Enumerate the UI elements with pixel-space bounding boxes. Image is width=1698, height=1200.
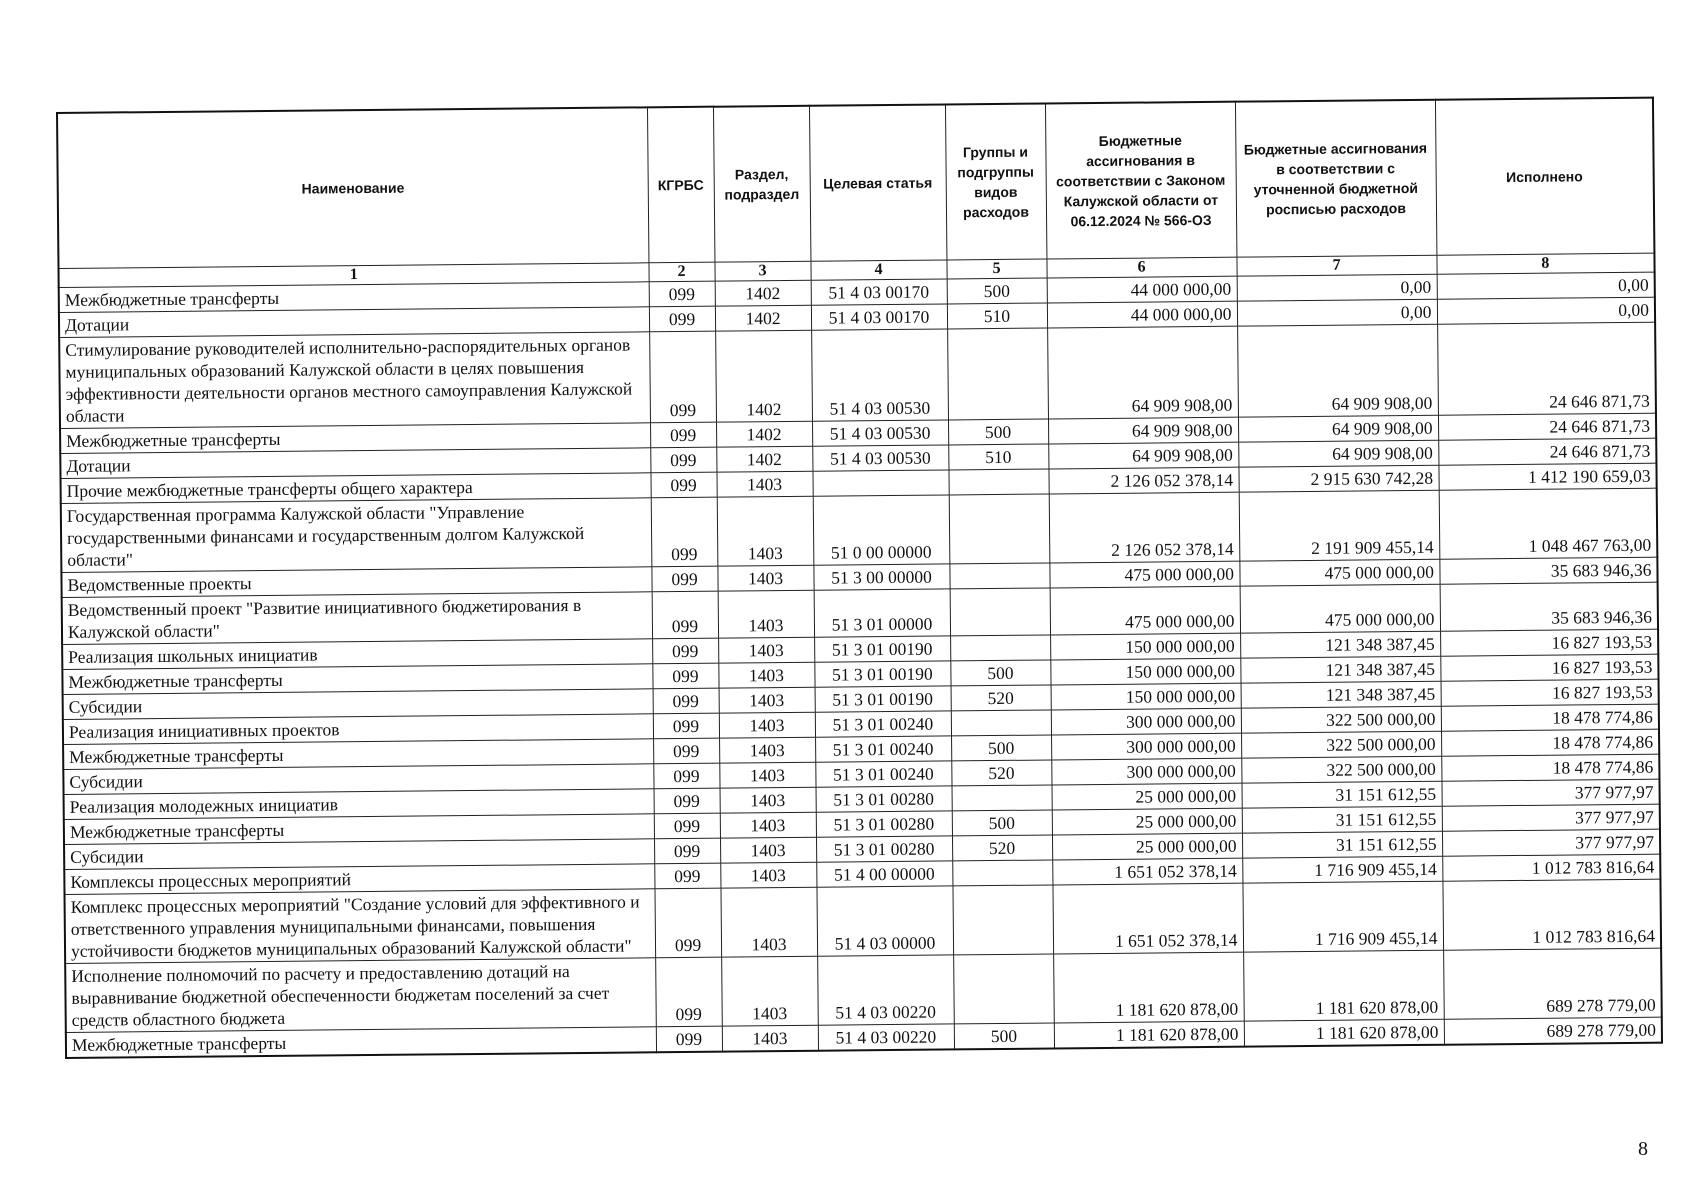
cell-razdel: 1402	[715, 280, 811, 306]
cell-kgrbs: 099	[654, 888, 721, 958]
cell-razdel: 1403	[722, 1025, 818, 1051]
cell-law-amount: 475 000 000,00	[1050, 586, 1240, 635]
cell-ispolneno-amount: 689 278 779,00	[1443, 948, 1662, 1019]
cell-name: Исполнение полномочий по расчету и предоставлению дотаций на выравнивание бюджетной обеспеченности бюджетам поселений за счет средств областного бюджета	[65, 958, 656, 1033]
cell-name: Межбюджетные трансферты	[63, 739, 653, 770]
cell-razdel: 1403	[718, 590, 814, 638]
cell-utochn-amount: 31 151 612,55	[1242, 831, 1442, 858]
cell-vid-rashodov	[953, 954, 1054, 1024]
cell-vid-rashodov	[950, 635, 1050, 661]
column-number: 6	[1046, 257, 1236, 278]
header-razdel: Раздел, подраздел	[713, 106, 810, 262]
cell-law-amount: 64 909 908,00	[1047, 326, 1238, 419]
cell-ispolneno-amount: 0,00	[1437, 297, 1655, 324]
cell-razdel: 1403	[719, 687, 815, 713]
cell-kgrbs: 099	[650, 422, 716, 448]
cell-celevaya: 51 3 01 00280	[816, 836, 952, 862]
cell-kgrbs: 099	[653, 713, 719, 739]
cell-ispolneno-amount: 0,00	[1437, 272, 1655, 299]
cell-razdel: 1403	[719, 737, 815, 763]
cell-utochn-amount: 31 151 612,55	[1241, 781, 1441, 808]
cell-utochn-amount: 2 191 909 455,14	[1239, 490, 1440, 561]
cell-celevaya: 51 4 03 00220	[817, 955, 954, 1025]
budget-table	[56, 97, 1663, 1059]
cell-razdel: 1403	[721, 956, 818, 1026]
cell-celevaya: 51 4 03 00000	[816, 886, 953, 956]
cell-ispolneno-amount: 16 827 193,53	[1440, 629, 1658, 656]
column-number: 4	[810, 260, 946, 280]
cell-vid-rashodov: 520	[951, 685, 1051, 711]
header-utochn: Бюджетные ассигнования в соответствии с уточненной бюджетной росписью расходов	[1235, 100, 1436, 257]
cell-law-amount: 2 126 052 378,14	[1048, 467, 1238, 494]
cell-law-amount: 150 000 000,00	[1050, 658, 1240, 685]
cell-vid-rashodov	[950, 588, 1050, 636]
cell-celevaya: 51 3 01 00000	[814, 589, 950, 637]
cell-utochn-amount: 322 500 000,00	[1241, 706, 1441, 733]
cell-law-amount: 150 000 000,00	[1051, 683, 1241, 710]
cell-utochn-amount: 0,00	[1237, 274, 1437, 301]
cell-kgrbs: 099	[656, 1026, 722, 1052]
cell-law-amount: 25 000 000,00	[1052, 808, 1242, 835]
cell-vid-rashodov	[948, 469, 1048, 495]
cell-law-amount: 44 000 000,00	[1047, 301, 1237, 328]
cell-celevaya: 51 3 01 00190	[814, 636, 950, 662]
cell-utochn-amount: 121 348 387,45	[1240, 631, 1440, 658]
cell-razdel: 1403	[720, 787, 816, 813]
cell-name: Комплексы процессных мероприятий	[64, 864, 654, 895]
cell-name: Прочие межбюджетные трансферты общего характера	[61, 473, 651, 504]
cell-ispolneno-amount: 16 827 193,53	[1440, 654, 1658, 681]
cell-vid-rashodov: 510	[947, 303, 1047, 329]
cell-vid-rashodov: 500	[952, 810, 1052, 836]
cell-razdel: 1403	[720, 862, 816, 888]
cell-razdel: 1403	[716, 471, 812, 497]
cell-name: Дотации	[60, 448, 650, 479]
cell-law-amount: 2 126 052 378,14	[1049, 492, 1240, 563]
cell-kgrbs: 099	[651, 497, 718, 567]
cell-celevaya: 51 4 03 00530	[811, 329, 948, 421]
cell-kgrbs: 099	[651, 566, 717, 592]
cell-name: Реализация школьных инициатив	[62, 639, 652, 670]
cell-celevaya: 51 4 03 00170	[811, 279, 947, 305]
cell-celevaya: 51 3 01 00240	[815, 736, 951, 762]
cell-utochn-amount: 31 151 612,55	[1242, 806, 1442, 833]
header-row	[57, 98, 1654, 269]
cell-kgrbs: 099	[650, 447, 716, 473]
cell-law-amount: 64 909 908,00	[1048, 442, 1238, 469]
cell-name: Ведомственные проекты	[61, 567, 651, 598]
cell-utochn-amount: 121 348 387,45	[1240, 656, 1440, 683]
cell-razdel: 1402	[715, 305, 811, 331]
cell-utochn-amount: 475 000 000,00	[1239, 559, 1439, 586]
cell-kgrbs: 099	[653, 738, 719, 764]
cell-celevaya: 51 4 03 00530	[812, 445, 948, 471]
cell-kgrbs: 099	[654, 838, 720, 864]
cell-ispolneno-amount: 689 278 779,00	[1444, 1017, 1662, 1045]
cell-name: Субсидии	[63, 689, 653, 720]
cell-vid-rashodov	[949, 563, 1049, 589]
cell-name: Межбюджетные трансферты	[60, 423, 650, 454]
cell-law-amount: 25 000 000,00	[1052, 833, 1242, 860]
cell-utochn-amount: 64 909 908,00	[1238, 440, 1438, 467]
cell-ispolneno-amount: 16 827 193,53	[1441, 679, 1659, 706]
column-number: 7	[1236, 255, 1436, 276]
page-number: 8	[1638, 1138, 1648, 1160]
cell-razdel: 1403	[719, 712, 815, 738]
cell-vid-rashodov	[949, 494, 1050, 564]
cell-razdel: 1402	[716, 446, 812, 472]
cell-celevaya: 51 0 00 00000	[813, 495, 950, 565]
table-row	[59, 322, 1656, 428]
cell-law-amount: 300 000 000,00	[1051, 733, 1241, 760]
cell-name: Субсидии	[64, 839, 654, 870]
cell-vid-rashodov: 500	[947, 278, 1047, 304]
cell-razdel: 1403	[719, 762, 815, 788]
cell-vid-rashodov: 520	[951, 760, 1051, 786]
cell-utochn-amount: 1 181 620 878,00	[1243, 950, 1444, 1021]
cell-name: Реализация молодежных инициатив	[64, 789, 654, 820]
cell-ispolneno-amount: 24 646 871,73	[1437, 322, 1656, 415]
header-celevaya: Целевая статья	[809, 104, 946, 261]
cell-name: Государственная программа Калужской области "Управление государственными финансами и государственным долгом Калужской области"	[61, 498, 652, 573]
cell-razdel: 1403	[720, 812, 816, 838]
cell-kgrbs: 099	[652, 663, 718, 689]
column-number: 8	[1436, 253, 1654, 274]
cell-ispolneno-amount: 18 478 774,86	[1441, 704, 1659, 731]
cell-kgrbs: 099	[649, 331, 716, 423]
cell-kgrbs: 099	[654, 863, 720, 889]
cell-law-amount: 1 651 052 378,14	[1052, 883, 1243, 954]
cell-vid-rashodov: 500	[954, 1023, 1054, 1049]
column-number: 5	[946, 259, 1046, 279]
cell-law-amount: 150 000 000,00	[1050, 633, 1240, 660]
cell-utochn-amount: 1 181 620 878,00	[1244, 1019, 1444, 1046]
header-kgrbs: КГРБС	[647, 107, 714, 263]
cell-name: Реализация инициативных проектов	[63, 714, 653, 745]
header-law: Бюджетные ассигнования в соответствии с Законом Калужской области от 06.12.2024 № 566-ОЗ	[1045, 102, 1236, 259]
cell-name: Межбюджетные трансферты	[59, 282, 649, 313]
cell-kgrbs: 099	[650, 472, 716, 498]
cell-celevaya: 51 3 01 00190	[815, 686, 951, 712]
cell-vid-rashodov: 500	[950, 660, 1050, 686]
cell-razdel: 1402	[716, 421, 812, 447]
cell-ispolneno-amount: 35 683 946,36	[1439, 557, 1657, 584]
cell-ispolneno-amount: 18 478 774,86	[1441, 754, 1659, 781]
cell-utochn-amount: 2 915 630 742,28	[1238, 465, 1438, 492]
cell-vid-rashodov	[951, 710, 1051, 736]
cell-law-amount: 44 000 000,00	[1047, 276, 1237, 303]
cell-razdel: 1403	[720, 837, 816, 863]
cell-ispolneno-amount: 1 012 783 816,64	[1442, 854, 1660, 881]
cell-law-amount: 1 181 620 878,00	[1053, 952, 1244, 1023]
cell-name: Межбюджетные трансферты	[62, 664, 652, 695]
cell-kgrbs: 099	[654, 788, 720, 814]
cell-celevaya: 51 4 03 00530	[812, 420, 948, 446]
cell-kgrbs: 099	[653, 763, 719, 789]
cell-celevaya: 51 3 01 00190	[814, 661, 950, 687]
cell-law-amount: 300 000 000,00	[1051, 708, 1241, 735]
cell-razdel: 1402	[715, 330, 812, 422]
cell-celevaya: 51 3 01 00240	[815, 711, 951, 737]
cell-vid-rashodov	[952, 885, 1053, 955]
cell-name: Комплекс процессных мероприятий "Создание условий для эффективного и ответственного управления муниципальными финансами, повышения устойчивости бюджетов муниципальных образований Калужской области"	[65, 889, 656, 964]
cell-celevaya: 51 3 01 00240	[815, 761, 951, 787]
cell-law-amount: 300 000 000,00	[1051, 758, 1241, 785]
cell-celevaya: 51 3 01 00280	[816, 786, 952, 812]
cell-utochn-amount: 1 716 909 455,14	[1242, 881, 1443, 952]
cell-ispolneno-amount: 377 977,97	[1442, 804, 1660, 831]
cell-celevaya: 51 4 03 00220	[818, 1024, 954, 1051]
cell-utochn-amount: 64 909 908,00	[1238, 415, 1438, 442]
cell-vid-rashodov: 500	[948, 419, 1048, 445]
cell-ispolneno-amount: 1 412 190 659,03	[1438, 463, 1656, 490]
cell-ispolneno-amount: 377 977,97	[1441, 779, 1659, 806]
cell-utochn-amount: 475 000 000,00	[1240, 584, 1440, 633]
table-body	[59, 272, 1662, 1058]
cell-vid-rashodov	[952, 860, 1052, 886]
header-name: Наименование	[57, 107, 648, 268]
cell-law-amount: 475 000 000,00	[1049, 561, 1239, 588]
cell-kgrbs: 099	[652, 638, 718, 664]
cell-kgrbs: 099	[649, 281, 715, 307]
cell-vid-rashodov	[952, 785, 1052, 811]
cell-utochn-amount: 322 500 000,00	[1241, 756, 1441, 783]
cell-celevaya: 51 3 01 00280	[816, 811, 952, 837]
cell-name: Дотации	[59, 307, 649, 338]
cell-ispolneno-amount: 24 646 871,73	[1438, 413, 1656, 440]
cell-utochn-amount: 0,00	[1237, 299, 1437, 326]
cell-celevaya: 51 4 03 00170	[811, 304, 947, 330]
cell-ispolneno-amount: 1 048 467 763,00	[1439, 488, 1658, 559]
cell-name: Стимулирование руководителей исполнительно-распорядительных органов муниципальных образований Калужской области в целях повышения эффективности деятельности органов местного самоуправления Калужской области	[59, 332, 650, 429]
cell-law-amount: 64 909 908,00	[1048, 417, 1238, 444]
cell-utochn-amount: 64 909 908,00	[1237, 324, 1438, 417]
cell-name: Ведомственный проект "Развитие инициативного бюджетирования в Калужской области"	[62, 592, 652, 645]
cell-vid-rashodov: 510	[948, 444, 1048, 470]
cell-utochn-amount: 322 500 000,00	[1241, 731, 1441, 758]
cell-razdel: 1403	[718, 662, 814, 688]
cell-ispolneno-amount: 35 683 946,36	[1440, 582, 1658, 631]
cell-law-amount: 25 000 000,00	[1052, 783, 1242, 810]
cell-vid-rashodov	[947, 328, 1048, 420]
cell-utochn-amount: 121 348 387,45	[1241, 681, 1441, 708]
cell-name: Межбюджетные трансферты	[64, 814, 654, 845]
column-number: 1	[59, 263, 649, 288]
cell-name: Субсидии	[63, 764, 653, 795]
cell-kgrbs: 099	[653, 688, 719, 714]
cell-vid-rashodov: 520	[952, 835, 1052, 861]
cell-ispolneno-amount: 377 977,97	[1442, 829, 1660, 856]
cell-vid-rashodov: 500	[951, 735, 1051, 761]
cell-utochn-amount: 1 716 909 455,14	[1242, 856, 1442, 883]
cell-kgrbs: 099	[655, 957, 722, 1027]
cell-razdel: 1403	[717, 496, 814, 566]
column-number: 3	[714, 261, 810, 281]
cell-kgrbs: 099	[654, 813, 720, 839]
cell-ispolneno-amount: 18 478 774,86	[1441, 729, 1659, 756]
cell-ispolneno-amount: 1 012 783 816,64	[1442, 879, 1661, 950]
cell-law-amount: 1 181 620 878,00	[1054, 1021, 1244, 1048]
cell-celevaya	[812, 470, 948, 496]
cell-razdel: 1403	[718, 637, 814, 663]
cell-celevaya: 51 3 00 00000	[813, 564, 949, 590]
cell-razdel: 1403	[717, 565, 813, 591]
cell-name: Межбюджетные трансферты	[66, 1027, 656, 1058]
cell-celevaya: 51 4 00 00000	[816, 861, 952, 887]
cell-kgrbs: 099	[649, 306, 715, 332]
column-number: 2	[648, 262, 714, 282]
header-ispolneno: Исполнено	[1435, 98, 1654, 256]
cell-ispolneno-amount: 24 646 871,73	[1438, 438, 1656, 465]
cell-law-amount: 1 651 052 378,14	[1052, 858, 1242, 885]
cell-kgrbs: 099	[652, 591, 718, 639]
cell-razdel: 1403	[720, 887, 817, 957]
header-gruppy: Группы и подгруппы видов расходов	[945, 104, 1046, 260]
